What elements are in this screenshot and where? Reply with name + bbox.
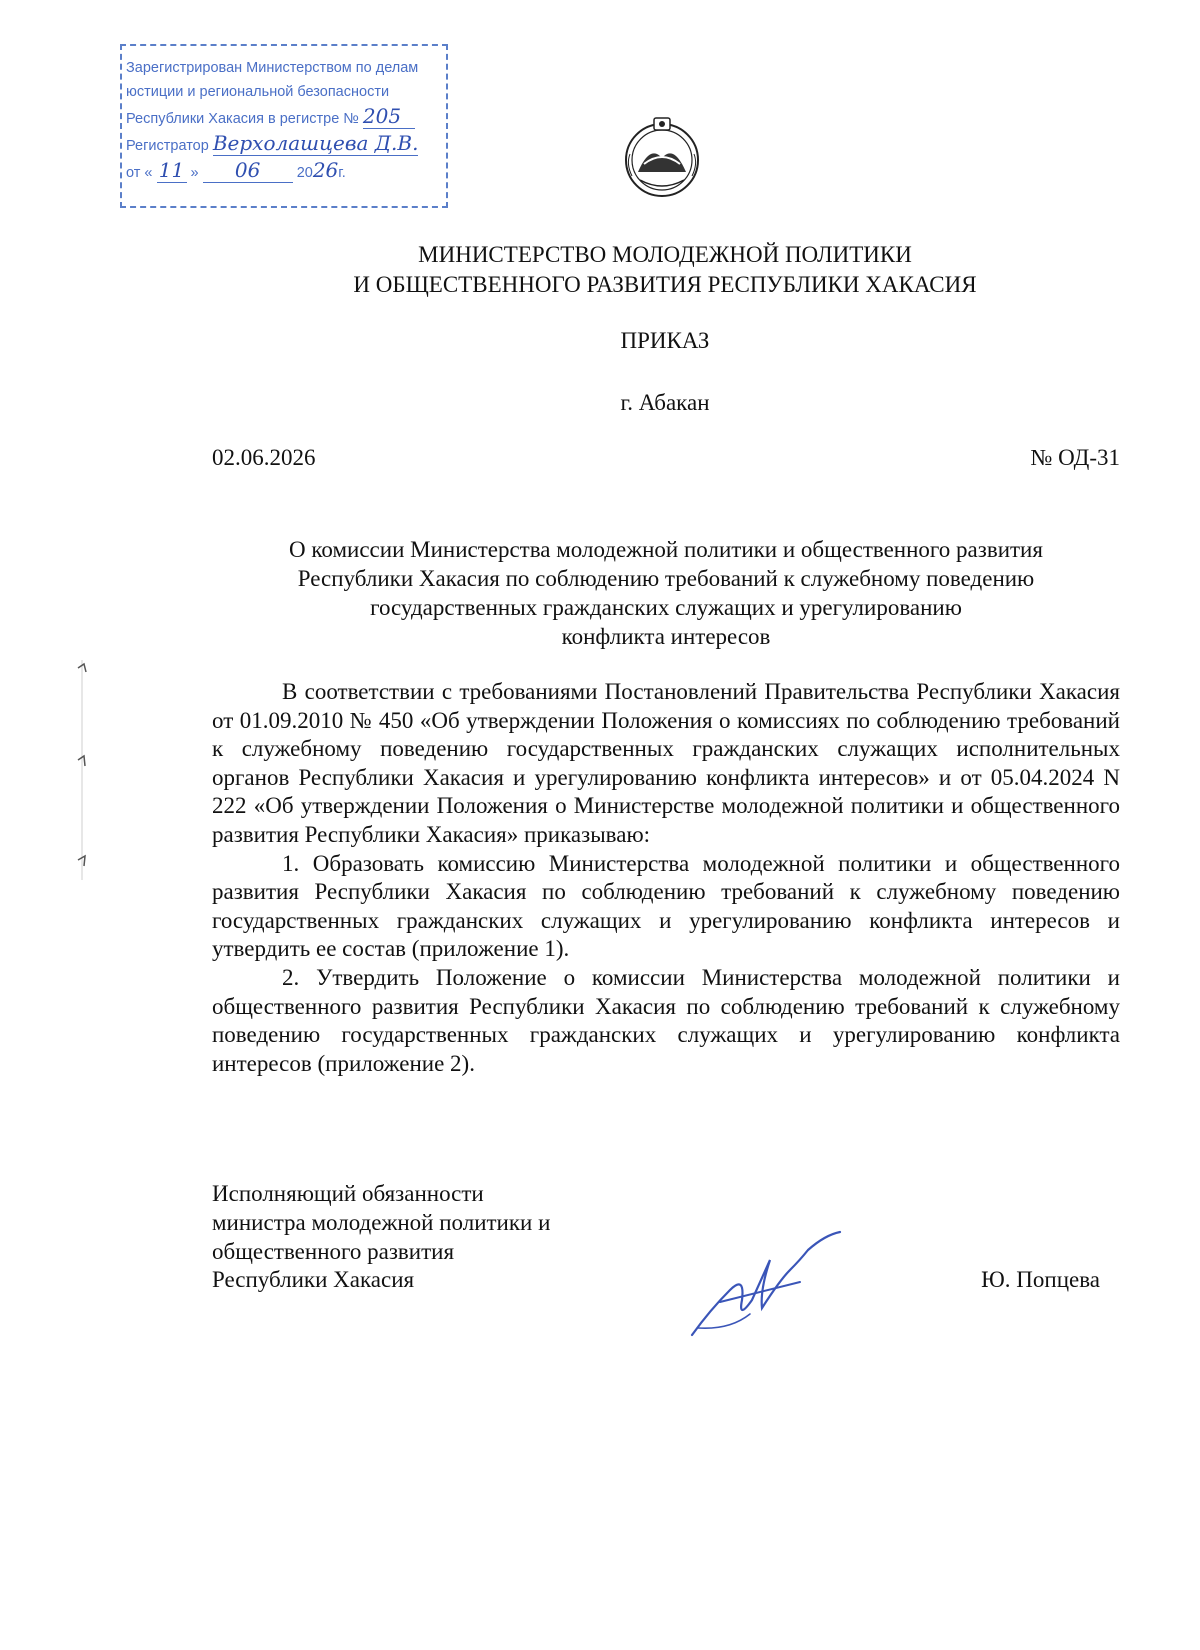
signatory-name: Ю. Попцева — [981, 1267, 1100, 1292]
document-subject — [212, 535, 1120, 651]
stamp-line-2: юстиции и региональной безопасности — [126, 84, 390, 100]
stamp-registrar-label: Регистратор — [126, 138, 209, 154]
stamp-line-3 — [126, 104, 442, 131]
signatory-title-line-3: общественного развития — [212, 1238, 455, 1264]
document-date: 02.06.2026 — [212, 445, 316, 470]
coat-of-arms-icon — [620, 114, 704, 202]
ministry-line-1: МИНИСТЕРСТВО МОЛОДЕЖНОЙ ПОЛИТИКИ — [418, 242, 912, 267]
subject-line-2: Республики Хакасия по соблюдению требований к служебному поведению — [297, 566, 1035, 591]
document-number: № ОД-31 — [1030, 445, 1120, 470]
ministry-name — [0, 240, 1200, 300]
signatory-title-line-4: Республики Хакасия — [212, 1267, 415, 1293]
subject-line-4: конфликта интересов — [561, 624, 771, 649]
signatory-title — [212, 1180, 550, 1295]
stamp-line-5 — [126, 158, 442, 185]
stamp-year-prefix: 20 — [296, 165, 313, 181]
stamp-reg-number: 205 — [363, 104, 415, 129]
stamp-registrar-name: Верхолашцева Д.В. — [212, 131, 419, 155]
subject-line-1: О комиссии Министерства молодежной политики и общественного развития — [289, 537, 1043, 562]
binding-marks — [70, 660, 94, 880]
body-preamble: В соответствии с требованиями Постановлений Правительства Республики Хакасия от 01.09.2010 № 450 «Об утверждении Положения о комиссиях по соблюдению требований к служебному поведению государственных гражданских служащих исполнительных органов Республики Хакасия и урегулированию конфликта интересов» и от 05.04.2024 N 222 «Об утверждении Положения о Министерстве молодежной политики и общественного развития Республики Хакасия» приказываю: — [212, 679, 1120, 847]
signatory-title-line-2: министра молодежной политики и — [212, 1209, 551, 1235]
handwritten-signature — [690, 1230, 850, 1340]
document-city: г. Абакан — [620, 390, 710, 415]
registration-stamp — [120, 44, 448, 208]
document-body — [212, 678, 1120, 1078]
subject-line-3: государственных гражданских служащих и урегулированию — [370, 595, 962, 620]
stamp-date-prefix: от « — [126, 165, 153, 181]
document-type: ПРИКАЗ — [620, 328, 710, 353]
signatory-title-line-1: Исполняющий обязанности — [212, 1181, 484, 1206]
body-item-2: 2. Утвердить Положение о комиссии Министерства молодежной политики и общественного развития Республики Хакасия по соблюдению требований к служебному поведению государственных гражданских служащих и урегулированию конфликта интересов (приложение 2). — [212, 964, 1120, 1076]
stamp-month: 06 — [203, 158, 293, 183]
stamp-date-mid: » — [190, 165, 199, 181]
stamp-line-4 — [126, 131, 442, 158]
stamp-line-1: Зарегистрирован Министерством по делам — [126, 60, 419, 76]
stamp-year-suffix: 26 — [312, 158, 339, 182]
stamp-register-label: Республики Хакасия в регистре № — [126, 111, 359, 127]
ministry-line-2: И ОБЩЕСТВЕННОГО РАЗВИТИЯ РЕСПУБЛИКИ ХАКАСИЯ — [353, 272, 977, 297]
body-item-1: 1. Образовать комиссию Министерства молодежной политики и общественного развития Республики Хакасия по соблюдению требований к служебному поведению государственных гражданских служащих и урегулированию конфликта интересов и утвердить ее состав (приложение 1). — [212, 850, 1120, 962]
stamp-year-end: г. — [338, 165, 346, 181]
stamp-day: 11 — [157, 158, 187, 183]
